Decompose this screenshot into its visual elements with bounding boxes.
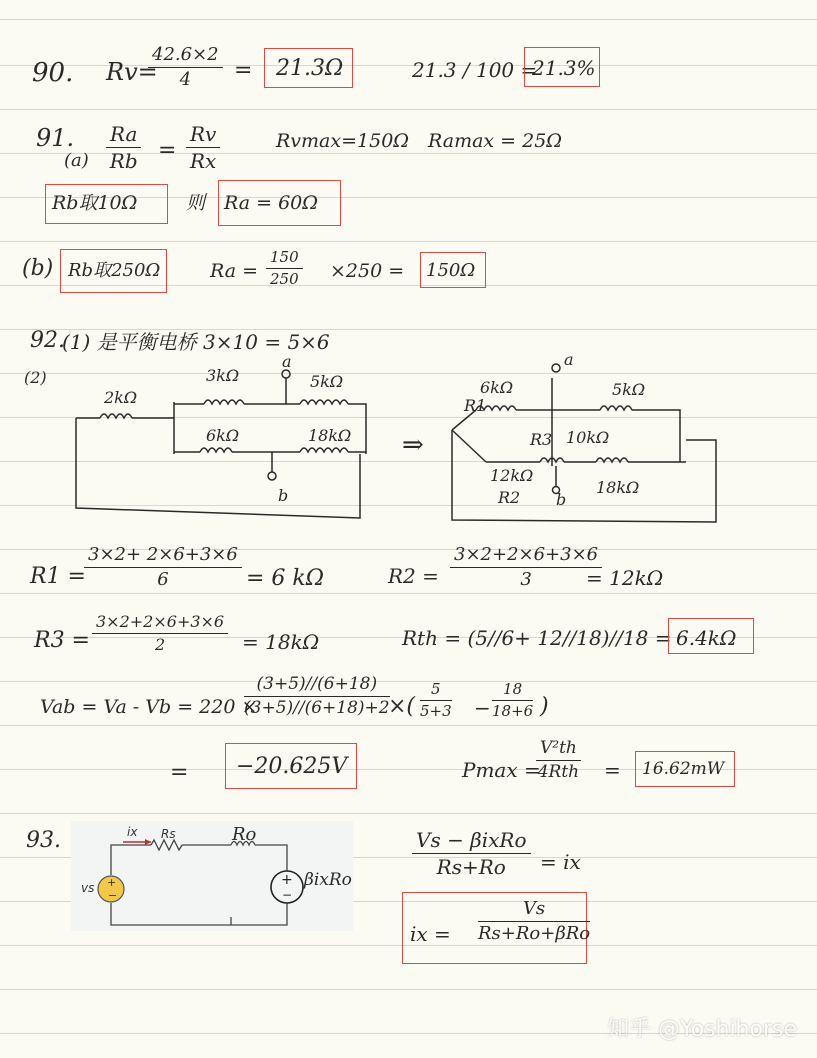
p91-part-b: (b) (22, 256, 54, 281)
p92-pmax-answer: 16.62mW (642, 759, 725, 779)
p92-r1-num: 3×2+ 2×6+3×6 (84, 546, 242, 568)
p91-ra-b-rest: ×250 = (330, 260, 405, 282)
problem-92-number: 92. (30, 328, 65, 353)
p92-right-r1: R1 (464, 396, 487, 415)
p91-rb-a: Rb取10Ω (52, 192, 138, 214)
problem-91-number: 91. (36, 124, 75, 152)
p90-percent-answer: 21.3% (532, 56, 596, 80)
p91-ra-b-num: 150 (266, 250, 303, 269)
p92-left-r3k: 3kΩ (206, 366, 240, 385)
p92-r2-num: 3×2+2×6+3×6 (450, 546, 602, 568)
p93-eq2-den: Rs+Ro+βRo (478, 923, 591, 944)
p93-ro-label: Ro (232, 824, 257, 845)
p92-right-node-b: b (556, 490, 567, 509)
p93-source-label: βixRo (304, 870, 352, 890)
p92-part2: (2) (24, 368, 47, 387)
p92-vab-num: (3+5)//(6+18) (244, 676, 390, 697)
p92-right-r1-value: 6kΩ (480, 378, 514, 397)
p92-vab-den: (3+5)//(6+18)+2 (244, 698, 390, 718)
p93-eq1-fraction (412, 830, 531, 877)
p92-vab-lhs: Vab = Va - Vb = 220 × (40, 696, 258, 718)
p92-left-node-a: a (282, 352, 292, 371)
p90-percent-expr: 21.3 / 100 = (412, 58, 538, 82)
p92-rth-expression: Rth = (5//6+ 12//18)//18 = (402, 626, 672, 650)
p92-vab-f2-num: 18 (492, 682, 533, 701)
p92-left-r6k: 6kΩ (206, 426, 240, 445)
p91-ratio-rv: Rv (186, 124, 220, 148)
p92-pmax-num: V²th (536, 740, 581, 761)
svg-text:−: − (108, 889, 118, 902)
p92-r3-num: 3×2+2×6+3×6 (92, 614, 228, 634)
p93-eq1-num: Vs − βixRo (412, 830, 531, 854)
p92-right-r3: R3 (530, 430, 553, 449)
p90-equals: = (234, 58, 253, 83)
p92-vab-f1-num: 5 (420, 682, 452, 701)
p91-rb-b: Rb取250Ω (68, 260, 161, 281)
p91-ra-b-lhs: Ra = (210, 260, 259, 282)
svg-text:+: + (281, 872, 293, 888)
p91-part-a: (a) (64, 150, 89, 171)
p92-vab-fraction (244, 676, 390, 717)
p92-right-r2: R2 (498, 488, 521, 507)
p92-r3-den: 2 (154, 635, 166, 654)
p92-vab-answer: −20.625V (236, 754, 348, 779)
svg-text:−: − (282, 888, 293, 902)
p92-left-r5k: 5kΩ (310, 372, 344, 391)
p93-photo-vs-label: vs (81, 881, 95, 895)
p91-ratio-ra: Ra (106, 124, 141, 148)
p93-photo-rs-label: Rs (161, 827, 176, 841)
p93-eq2-num: Vs (478, 900, 590, 922)
p92-vab-f1-den: 5+3 (420, 702, 452, 720)
p92-pmax-equals: = (604, 758, 621, 782)
p91-ramax: Ramax = 25Ω (428, 130, 563, 152)
p92-left-r18k: 18kΩ (308, 426, 352, 445)
p93-eq1-rhs: = ix (540, 850, 581, 874)
p91-ra-a: Ra = 60Ω (224, 192, 318, 214)
p92-r3-lhs: R3 = (34, 628, 90, 653)
p91-ratio-rx: Rx (190, 149, 217, 173)
p90-frac-num: 42.6×2 (148, 46, 223, 68)
p93-photo-ix-label: ix (127, 825, 138, 839)
p91-then: 则 (186, 192, 206, 214)
p92-r1-den: 6 (157, 569, 169, 590)
p92-vab-f2 (492, 682, 533, 719)
p92-rth-answer: 6.4kΩ (676, 626, 737, 650)
p92-vab-close: ) (540, 694, 549, 719)
p92-pmax-den: 4Rth (537, 762, 580, 782)
p92-left-r2k: 2kΩ (104, 388, 138, 407)
p92-vab-minus: − (474, 696, 491, 720)
p92-right-r3-value: 10kΩ (566, 428, 610, 447)
p93-eq1-den: Rs+Ro (436, 855, 506, 879)
p92-right-r5k: 5kΩ (612, 380, 646, 399)
p92-left-node-b: b (278, 486, 289, 505)
p91-ratio-equals: = (158, 138, 177, 163)
watermark: 知乎 @Yoshihorse (607, 1017, 797, 1042)
p92-vab-equals: = (170, 760, 189, 785)
p91-ra-b-den: 250 (270, 270, 299, 288)
p92-pmax-lhs: Pmax = (462, 758, 541, 782)
p91-ra-b-answer: 150Ω (426, 260, 476, 281)
p92-part1: (1) 是平衡电桥 3×10 = 5×6 (62, 330, 330, 354)
p92-r3-fraction (92, 614, 228, 653)
problem-90-number: 90. (32, 58, 74, 88)
p92-r1-lhs: R1 = (30, 564, 86, 589)
p93-eq2-fraction (478, 900, 590, 943)
p91-rvmax: Rvmax=150Ω (276, 130, 410, 152)
p92-right-r2-value: 12kΩ (490, 466, 534, 485)
p92-r1-fraction (84, 546, 242, 589)
p92-right-r18k: 18kΩ (596, 478, 640, 497)
p92-vab-f2-den: 18+6 (492, 702, 534, 720)
p92-right-node-a: a (564, 350, 574, 369)
p92-r3-result: = 18kΩ (242, 630, 320, 654)
p92-r2-lhs: R2 = (388, 564, 439, 588)
p92-r2-result: = 12kΩ (586, 566, 664, 590)
p90-answer: 21.3Ω (276, 56, 344, 81)
problem-93-number: 93. (26, 828, 61, 853)
p92-arrow: ⇒ (402, 430, 424, 460)
p91-ratio-rb: Rb (109, 149, 138, 173)
p90-rv-label: Rv= (106, 58, 158, 86)
p92-vab-f1 (420, 682, 452, 719)
svg-text:+: + (107, 876, 117, 889)
p93-eq2-lhs: ix = (410, 922, 451, 946)
p92-r1-result: = 6 kΩ (246, 566, 324, 591)
p92-r2-den: 3 (520, 569, 532, 590)
p90-frac-den: 4 (179, 69, 192, 90)
p92-pmax-fraction (536, 740, 581, 781)
p92-r2-fraction (450, 546, 602, 589)
p92-vab-times: ×( (388, 694, 416, 719)
